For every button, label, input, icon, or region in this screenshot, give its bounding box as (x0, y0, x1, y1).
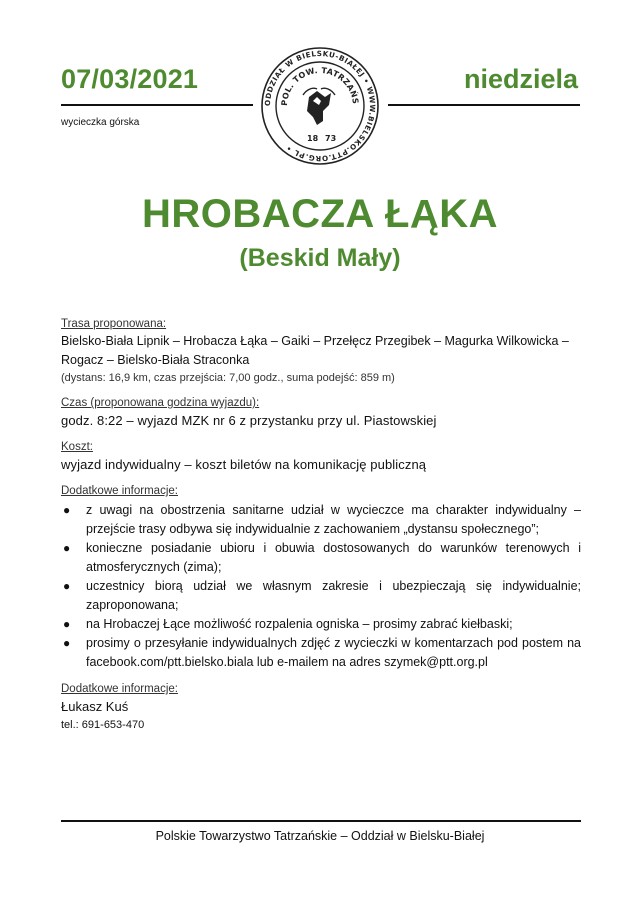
seal-inner-text: POL. TOW. TATRZAŃS (279, 65, 361, 107)
contact-section (61, 681, 581, 735)
bullet-icon: ● (63, 541, 71, 555)
list-item-text: na Hrobaczej Łące możliwość rozpalenia ogniska – prosimy zabrać kiełbaski; (86, 617, 513, 631)
cost-label: Koszt: (61, 441, 93, 453)
footer-organization: Polskie Towarzystwo Tatrzańskie – Oddział w Bielsku-Białej (155, 829, 485, 843)
route-label: Trasa proponowana: (61, 318, 167, 330)
info-label: Dodatkowe informacje: (61, 485, 178, 497)
list-item (61, 577, 581, 615)
trip-weekday: niedziela (463, 64, 578, 94)
time-value: godz. 8:22 – wyjazd MZK nr 6 z przystanku przy ul. Piastowskiej (61, 413, 437, 428)
trip-type: wycieczka górska (61, 117, 140, 128)
trip-subtitle: (Beskid Mały) (239, 244, 401, 272)
bullet-icon: ● (63, 579, 71, 593)
list-item (61, 634, 581, 672)
contact-phone-number: 691-653-470 (81, 719, 145, 731)
seal-year-left: 18 (307, 134, 319, 143)
cost-value: wyjazd indywidualny – koszt biletów na komunikację publiczną (61, 457, 427, 472)
bullet-icon: ● (63, 503, 71, 517)
list-item-text: prosimy o przesyłanie indywidualnych zdjęć z wycieczki w komentarzach pod postem na facebook.com/ptt.bielsko.biala lub e-mailem na adres szymek@ptt.org.pl (86, 636, 581, 669)
list-item (61, 501, 581, 539)
contact-name: Łukasz Kuś (61, 699, 129, 714)
cost-section (61, 439, 581, 474)
header-rule-left (61, 104, 253, 106)
trip-details (61, 316, 581, 744)
info-section (61, 483, 581, 672)
list-item (61, 539, 581, 577)
list-item-text: z uwagi na obostrzenia sanitarne udział w wycieczce ma charakter indywidualny – przejście trasy odbywa się indywidualnie z zachowaniem „dystansu społecznego”; (86, 503, 581, 536)
time-label: Czas (proponowana godzina wyjazdu): (61, 397, 260, 409)
footer-rule (61, 820, 581, 822)
route-section (61, 316, 581, 386)
ptt-seal-logo (259, 45, 381, 167)
list-item-text: konieczne posiadanie ubioru i obuwia dostosowanych do warunków terenowych i atmosferycznych (zima); (86, 541, 581, 574)
list-item-text: uczestnicy biorą udział we własnym zakresie i ubezpieczają się indywidualnie; zaproponowana; (86, 579, 581, 612)
contact-phone (61, 716, 581, 735)
info-list (61, 501, 581, 672)
route-note: (dystans: 16,9 km, czas przejścia: 7,00 godz., suma podejść: 859 m) (61, 372, 395, 384)
contact-label: Dodatkowe informacje: (61, 683, 178, 695)
header-rule-right (388, 104, 580, 106)
route-line-2: Rogacz – Bielsko-Biała Straconka (61, 353, 250, 367)
trip-title: HROBACZA ŁĄKA (141, 192, 499, 236)
seal-ring-text: ODDZIAŁ W BIELSKU-BIAŁEJ • WWW.BIELSKO.PTT.ORG.PL • (262, 48, 378, 164)
seal-icon (259, 45, 381, 167)
trip-date: 07/03/2021 (61, 64, 199, 94)
contact-phone-label: tel.: (61, 719, 79, 731)
bullet-icon: ● (63, 617, 71, 631)
route-line-1: Bielsko-Biała Lipnik – Hrobacza Łąka – Gaiki – Przełęcz Przegibek – Magurka Wilkowicka – (61, 334, 569, 348)
time-section (61, 395, 581, 430)
seal-year-right: 73 (325, 134, 337, 143)
list-item (61, 615, 581, 634)
bullet-icon: ● (63, 636, 71, 650)
